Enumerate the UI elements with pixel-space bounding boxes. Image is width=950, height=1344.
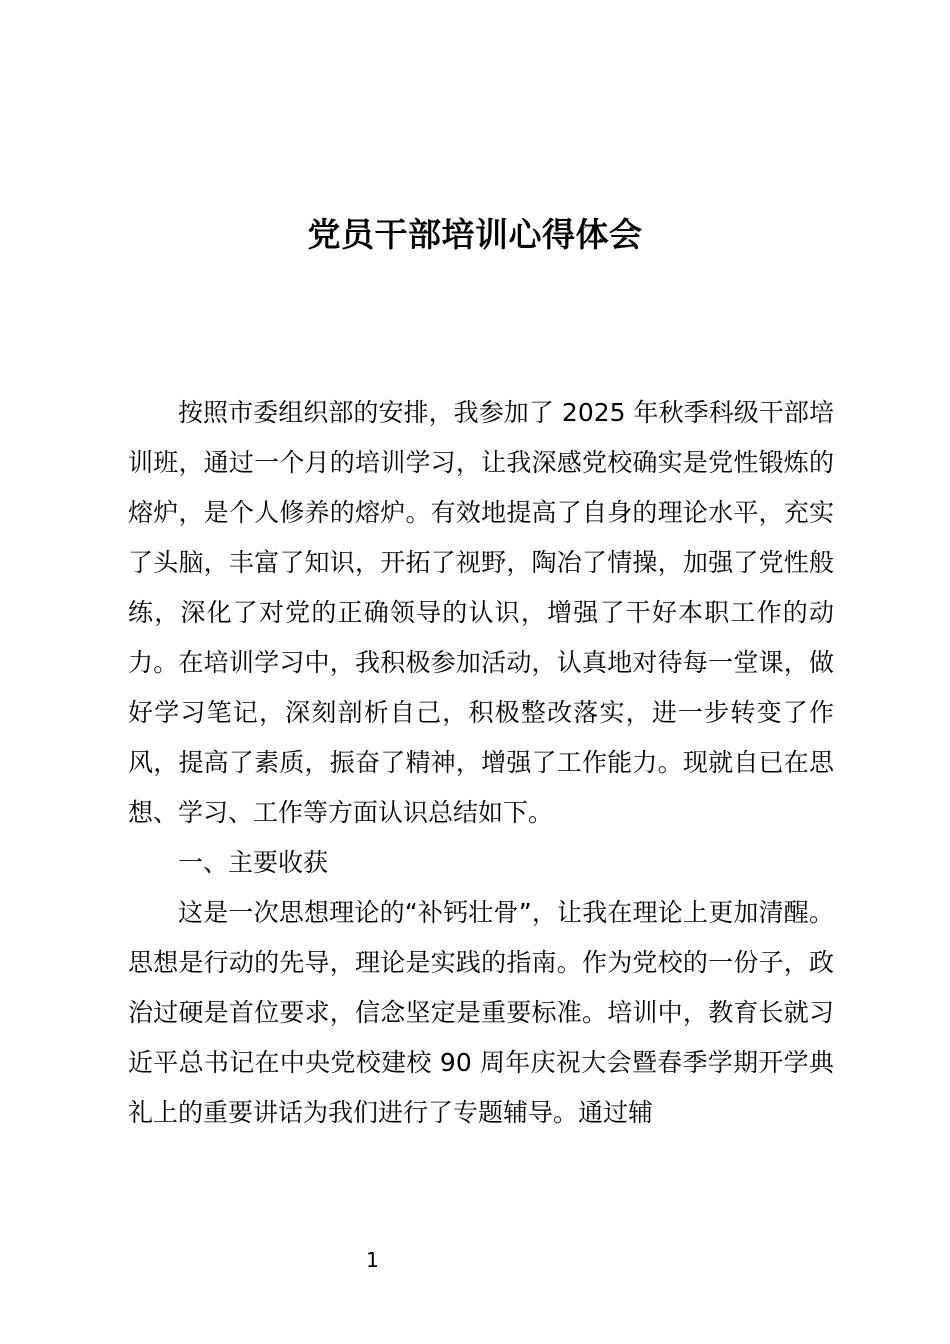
paragraph-intro: 按照市委组织部的安排，我参加了 2025 年秋季科级干部培训班，通过一个月的培训学习，让我深感党校确实是党性锻炼的熔炉，是个人修养的熔炉。有效地提高了自身的理论水平，充实了头脑，丰富了知识，开拓了视野，陶冶了情操，加强了党性般练，深化了对党的正确领导的认识，增强了干好本职工作的动力。在培训学习中，我积极参加活动，认真地对待每一堂课，做好学习笔记，深刻剖析自己，积极整改落实，进一步转变了作风，提高了素质，振奋了精神，增强了工作能力。现就自已在思想、学习、工作等方面认识总结如下。: [128, 398, 834, 827]
page-number: 1: [366, 1248, 379, 1272]
section-heading-main-gains: 一、主要收获: [178, 848, 329, 877]
document-title: 党员干部培训心得体会: [307, 215, 643, 254]
document-body: [128, 388, 834, 1138]
paragraph-theory: 这是一次思想理论的“补钙壮骨”，让我在理论上更加清醒。思想是行动的先导，理论是实践的指南。作为党校的一份子，政治过硬是首位要求，信念坚定是重要标准。培训中，教育长就习近平总书记在中央党校建校 90 周年庆祝大会暨春季学期开学典礼上的重要讲话为我们进行了专题辅导。通过辅: [128, 898, 834, 1127]
